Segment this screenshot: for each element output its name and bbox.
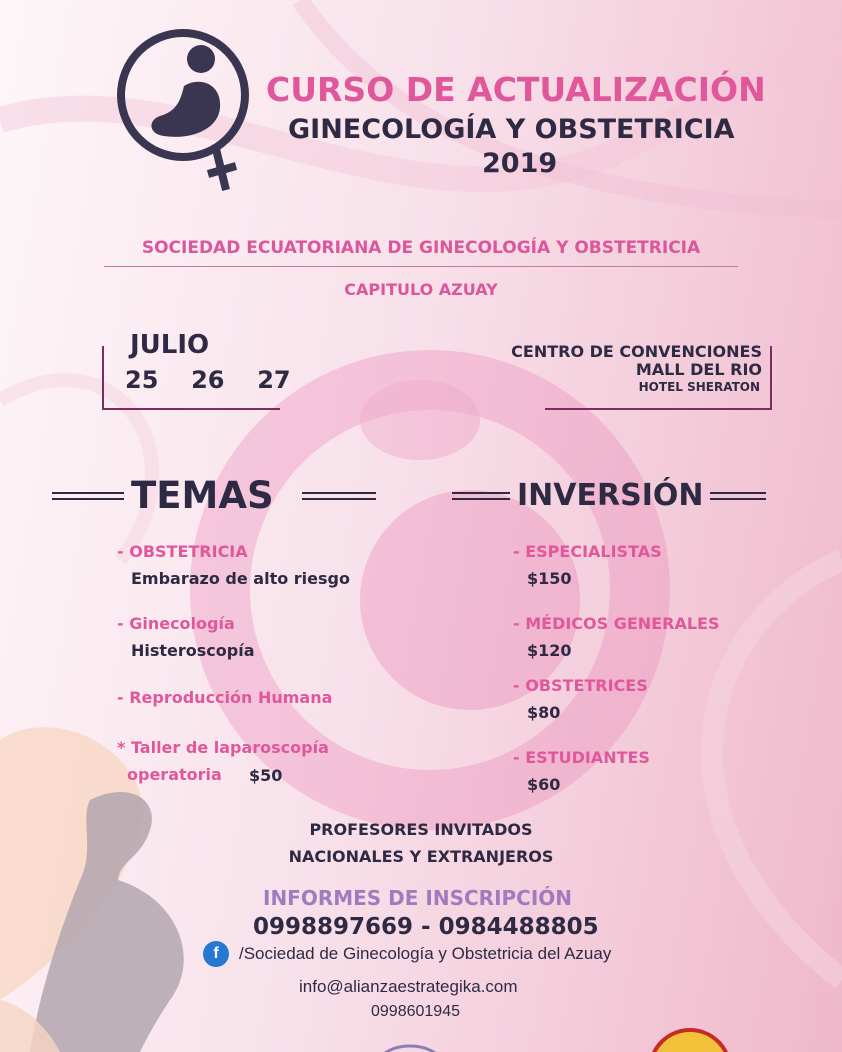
venue-line1: CENTRO DE CONVENCIONES <box>511 342 762 361</box>
tema-subtitle: Histeroscopía <box>131 641 255 660</box>
registration-phones[interactable]: 0998897669 - 0984488805 <box>253 914 599 940</box>
contact-phone[interactable]: 0998601945 <box>371 1003 460 1020</box>
tema-subtitle: Embarazo de alto riesgo <box>131 569 350 588</box>
society-name: SOCIEDAD ECUATORIANA DE GINECOLOGÍA Y OBSTETRICIA <box>141 238 701 258</box>
mother-baby-watermark <box>220 380 640 800</box>
event-month: JULIO <box>130 330 210 360</box>
inversion-rule-right <box>710 492 766 500</box>
fee-category: - MÉDICOS GENERALES <box>513 614 720 633</box>
temas-heading: TEMAS <box>131 474 274 517</box>
fee-category: - ESPECIALISTAS <box>513 542 662 561</box>
fee-category: - OBSTETRICES <box>513 676 648 695</box>
female-pregnancy-logo-icon <box>114 28 252 196</box>
chapter-name: CAPITULO AZUAY <box>344 280 498 299</box>
invited-line2: NACIONALES Y EXTRANJEROS <box>288 847 554 866</box>
tema-title: - Reproducción Humana <box>117 688 333 707</box>
divider <box>104 266 738 267</box>
date-bracket-bottom <box>102 408 280 410</box>
registration-heading: INFORMES DE INSCRIPCIÓN <box>263 886 573 910</box>
inversion-rule-left <box>452 492 510 500</box>
tema-title: - Ginecología <box>117 614 235 633</box>
course-subtitle: GINECOLOGÍA Y OBSTETRICIA <box>288 114 735 145</box>
venue-line2: MALL DEL RIO <box>635 360 762 379</box>
fee-price: $60 <box>527 775 561 794</box>
venue-bracket-bottom <box>545 408 772 410</box>
course-title: CURSO DE ACTUALIZACIÓN <box>266 70 766 109</box>
workshop-price: $50 <box>249 766 283 785</box>
venue-line3: HOTEL SHERATON <box>638 380 760 394</box>
course-year: 2019 <box>482 148 558 179</box>
facebook-page[interactable]: /Sociedad de Ginecología y Obstetricia del Azuay <box>239 944 612 963</box>
fee-category: - ESTUDIANTES <box>513 748 650 767</box>
temas-rule-left <box>52 492 124 500</box>
temas-rule-right <box>302 492 376 500</box>
contact-email[interactable]: info@alianzaestrategika.com <box>299 977 518 996</box>
date-bracket <box>102 346 104 410</box>
inversion-heading: INVERSIÓN <box>517 478 704 513</box>
workshop-title: * Taller de laparoscopía <box>117 738 329 757</box>
tema-title: - OBSTETRICIA <box>117 542 248 561</box>
fee-price: $80 <box>527 703 561 722</box>
facebook-icon[interactable]: f <box>203 941 229 967</box>
venue-bracket <box>770 346 772 410</box>
fee-price: $120 <box>527 641 572 660</box>
event-days: 25 26 27 <box>125 366 291 394</box>
invited-line1: PROFESORES INVITADOS <box>309 820 533 839</box>
fee-price: $150 <box>527 569 572 588</box>
workshop-title-cont: operatoria <box>127 765 222 784</box>
